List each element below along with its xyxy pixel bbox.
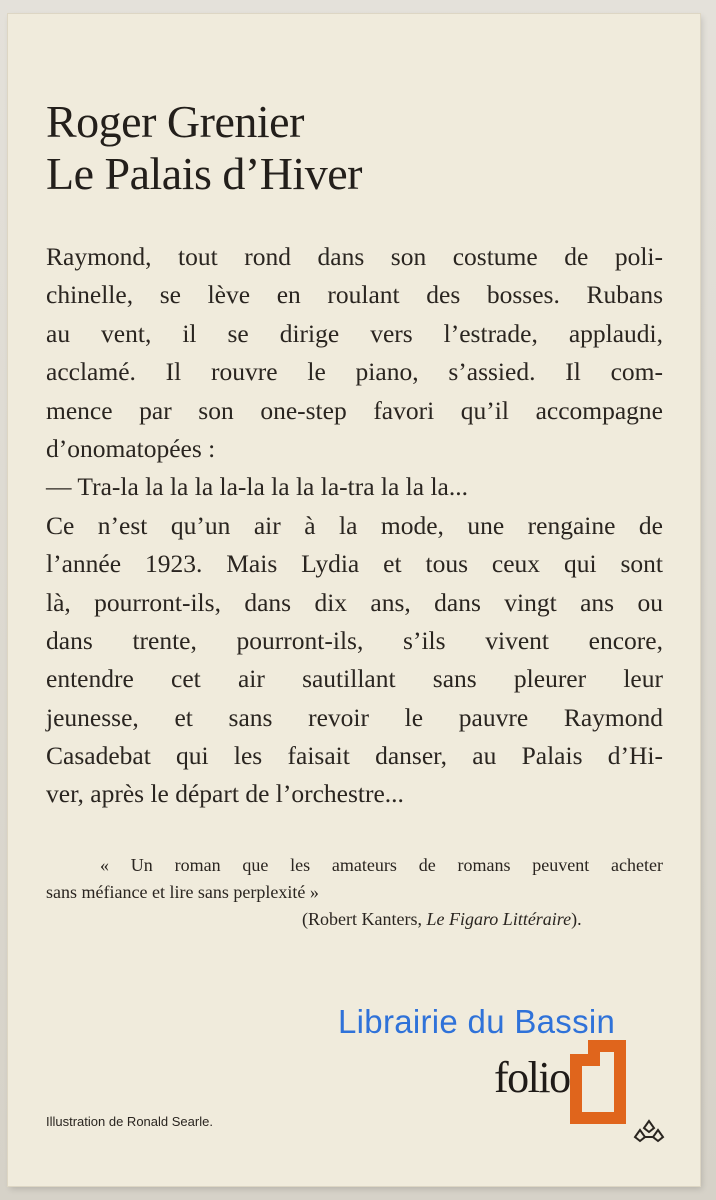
quote-line: sans méfiance et lire sans perplexité » [46,882,319,902]
blurb-line: entendre cet air sautillant sans pleurer leur [46,664,663,694]
blurb-text [46,238,663,814]
blurb-line: acclamé. Il rouvre le piano, s’assied. Il com- [46,357,663,387]
attribution-suffix: ). [571,909,582,929]
blurb-line: Casadebat qui les faisait danser, au Palais d’Hi- [46,741,663,771]
blurb-line: dans trente, pourront-ils, s’ils vivent encore, [46,625,663,655]
quote-line: « Un roman que les amateurs de romans peuvent acheter [100,855,663,875]
illustration-credit: Illustration de Ronald Searle. [46,1114,213,1129]
blurb-line: chinelle, se lève en roulant des bosses. Rubans [46,280,663,310]
quote-attribution [46,906,663,933]
blurb-line: l’année 1923. Mais Lydia et tous ceux qui sont [46,549,663,579]
folio-frame-icon [570,1040,626,1124]
bookshop-watermark: Librairie du Bassin [338,1003,616,1040]
blurb-line: là, pourront-ils, dans dix ans, dans vingt ans ou [46,587,663,617]
blurb-line: mence par son one-step favori qu’il accompagne [46,395,663,425]
blurb-line: jeunesse, et sans revoir le pauvre Raymond [46,702,663,732]
folio-frame-shape [570,1040,626,1124]
blurb-line: au vent, il se dirige vers l’estrade, applaudi, [46,318,663,348]
blurb-line: Raymond, tout rond dans son costume de poli- [46,242,663,271]
title-block [46,96,606,200]
gallimard-emblem-icon [632,1118,666,1144]
book-title: Le Palais d’Hiver [46,148,362,199]
press-quote [46,852,663,933]
folio-logo [494,1040,644,1124]
folio-wordmark: folio [494,1053,570,1102]
blurb-line: — Tra-la la la la la-la la la la-tra la la la... [46,472,468,502]
blurb-line: ver, après le départ de l’orchestre... [46,779,404,809]
blurb-line: d’onomatopées : [46,433,216,463]
attribution-source: Le Figaro Littéraire [426,909,572,929]
author-name: Roger Grenier [46,96,304,147]
blurb-line: Ce n’est qu’un air à la mode, une rengaine de [46,510,663,540]
attribution-prefix: (Robert Kanters, [302,909,427,929]
